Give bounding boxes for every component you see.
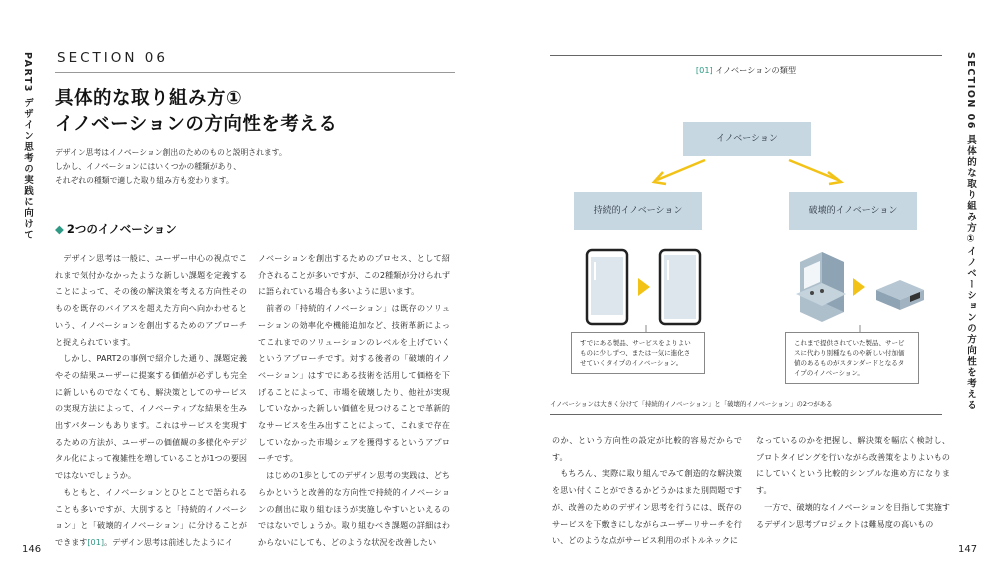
sustaining-innovation-box: 持続的イノベーション: [574, 192, 702, 230]
page-number-left: 146: [22, 544, 42, 555]
paragraph: しかし、PART2の事例で紹介した通り、課題定義やその結果ユーザーに提案する価値が必ずしも完全に新しいものでなくても、解決策としてのサービスの実現方法によって、イノベーティブな結果を生み出すパターンもあります。これはサービスを実現するための方法が、ユーザーの価値観の多様化やデジタル化によって複雑性を増していることが1つの要因ではないでしょうか。: [55, 353, 247, 481]
section-label: SECTION 06: [57, 50, 168, 66]
diamond-icon: ◆: [55, 222, 64, 236]
lead-line: デザイン思考はイノベーション創出のためのものと説明されます。: [55, 148, 287, 157]
section-vertical-tab: SECTION 06 具体的な取り組み方①イノベーションの方向性を考える: [965, 52, 976, 412]
paragraph: もちろん、実際に取り組んでみて創造的な解決策を思い付くことができるかどうかはまた別問題ですが、改善のためのデザイン思考を行うには、既存のサービスを下敷きにしながらユーザーリサーチを行い、どのような点がサービス利用のボトルネックに: [552, 468, 742, 546]
paragraph-tail: 。デザイン思考は前述したようにイ: [104, 536, 233, 547]
lead-line: それぞれの種類で適した取り組み方も変わります。: [55, 176, 234, 185]
arrow-right-icon: [789, 160, 841, 184]
figure-reference: [01]: [87, 536, 105, 547]
innovation-box: イノベーション: [683, 122, 811, 156]
title-divider: [55, 72, 455, 73]
page-title-line2: イノベーションの方向性を考える: [55, 114, 338, 135]
smartphone-old-icon: [587, 250, 627, 324]
lead-line: しかし、イノベーションにはいくつかの種類があり、: [55, 162, 242, 171]
figure-title-text: イノベーションの類型: [715, 65, 797, 75]
page-number-right: 147: [958, 544, 978, 555]
part-vertical-tab: PART3 デザイン思考の実践に向けて: [22, 52, 33, 241]
lead-text: [55, 146, 287, 188]
body-column-2: [258, 250, 450, 551]
body-column-1: [55, 250, 247, 551]
play-arrow-icon: [638, 278, 650, 296]
paragraph: [55, 484, 247, 551]
paragraph: デザイン思考は一般に、ユーザー中心の視点でこれまで気付かなかったような新しい課題を定義することによって、その後の解決策を考える方向性そのものを既存のバイアスを超えた方向へ向かわせるという、イノベーションを創出するためのアプローチと捉えられています。: [55, 253, 247, 347]
arcade-machine-icon: [796, 252, 846, 322]
figure-bottom-rule: [550, 414, 942, 415]
paragraph: 一方で、破壊的なイノベーションを目指して実施するデザイン思考プロジェクトは難易度の高いもの: [756, 501, 950, 529]
disruptive-callout: これまで提供されていた製品、サービスに代わり別種なものや新しい付加価値のあるものがスタンダードとなるタイプのイノベーション。: [785, 332, 919, 384]
body-column-4: [756, 432, 950, 532]
paragraph: 前者の「持続的イノベーション」は既存のソリューションの効率化や機能追加など、技術革新によってこれまでのソリューションのレベルを上げていくというアプローチです。対する後者の「破壊的イノベーション」はすでにある技術を活用して価格を下げることによって、市場を破壊したり、他社が実現していなかった新しい価値を見つけることで革新的なサービスを生み出すことによって、これまで存在していなかった市場シェアを獲得するというアプローチです。: [258, 303, 450, 464]
disruptive-innovation-box: 破壊的イノベーション: [789, 192, 917, 230]
play-arrow-icon: [853, 278, 865, 296]
paragraph: はじめの1歩としてのデザイン思考の実践は、どちらかというと改善的な方向性で持続的イノベーションの創出に取り組むほうが実施しやすいといえるのではないでしょうか。取り組むべき課題の詳細はわからないにしても、どのような状況を改善したい: [258, 470, 450, 547]
paragraph: ノベーションを創出するためのプロセス、として紹介されることが多いですが、この2種類が分けられずに語られている場合も多いように思います。: [258, 253, 450, 297]
body-column-3: [552, 432, 742, 549]
right-page: [500, 0, 1000, 577]
figure-ref-label: [01]: [695, 65, 713, 75]
smartphone-new-icon: [660, 250, 700, 324]
page-title-line1: 具体的な取り組み方①: [55, 88, 243, 109]
arrow-left-icon: [654, 160, 705, 184]
paragraph-text: もともと、イノベーションとひとことで語られることも多いですが、大別すると「持続的イノベーション」と「破壊的イノベーション」に分けることができます: [55, 486, 247, 547]
subheading: [55, 221, 177, 237]
game-console-icon: [876, 280, 924, 310]
subheading-text: 2つのイノベーション: [66, 222, 177, 236]
paragraph: のか、という方向性の設定が比較的容易だからです。: [552, 435, 742, 462]
paragraph: なっているのかを把握し、解決策を幅広く検討し、プロトタイピングを行いながら改善策をよりよいものにしていくという比較的シンプルな進め方になります。: [756, 435, 950, 496]
figure-caption: イノベーションは大きく分けて「持続的イノベーション」と「破壊的イノベーション」の2つがある: [550, 400, 833, 408]
sustaining-callout: すでにある製品、サービスをよりよいものに少しずつ、または一気に進化させていくタイプのイノベーション。: [571, 332, 705, 374]
